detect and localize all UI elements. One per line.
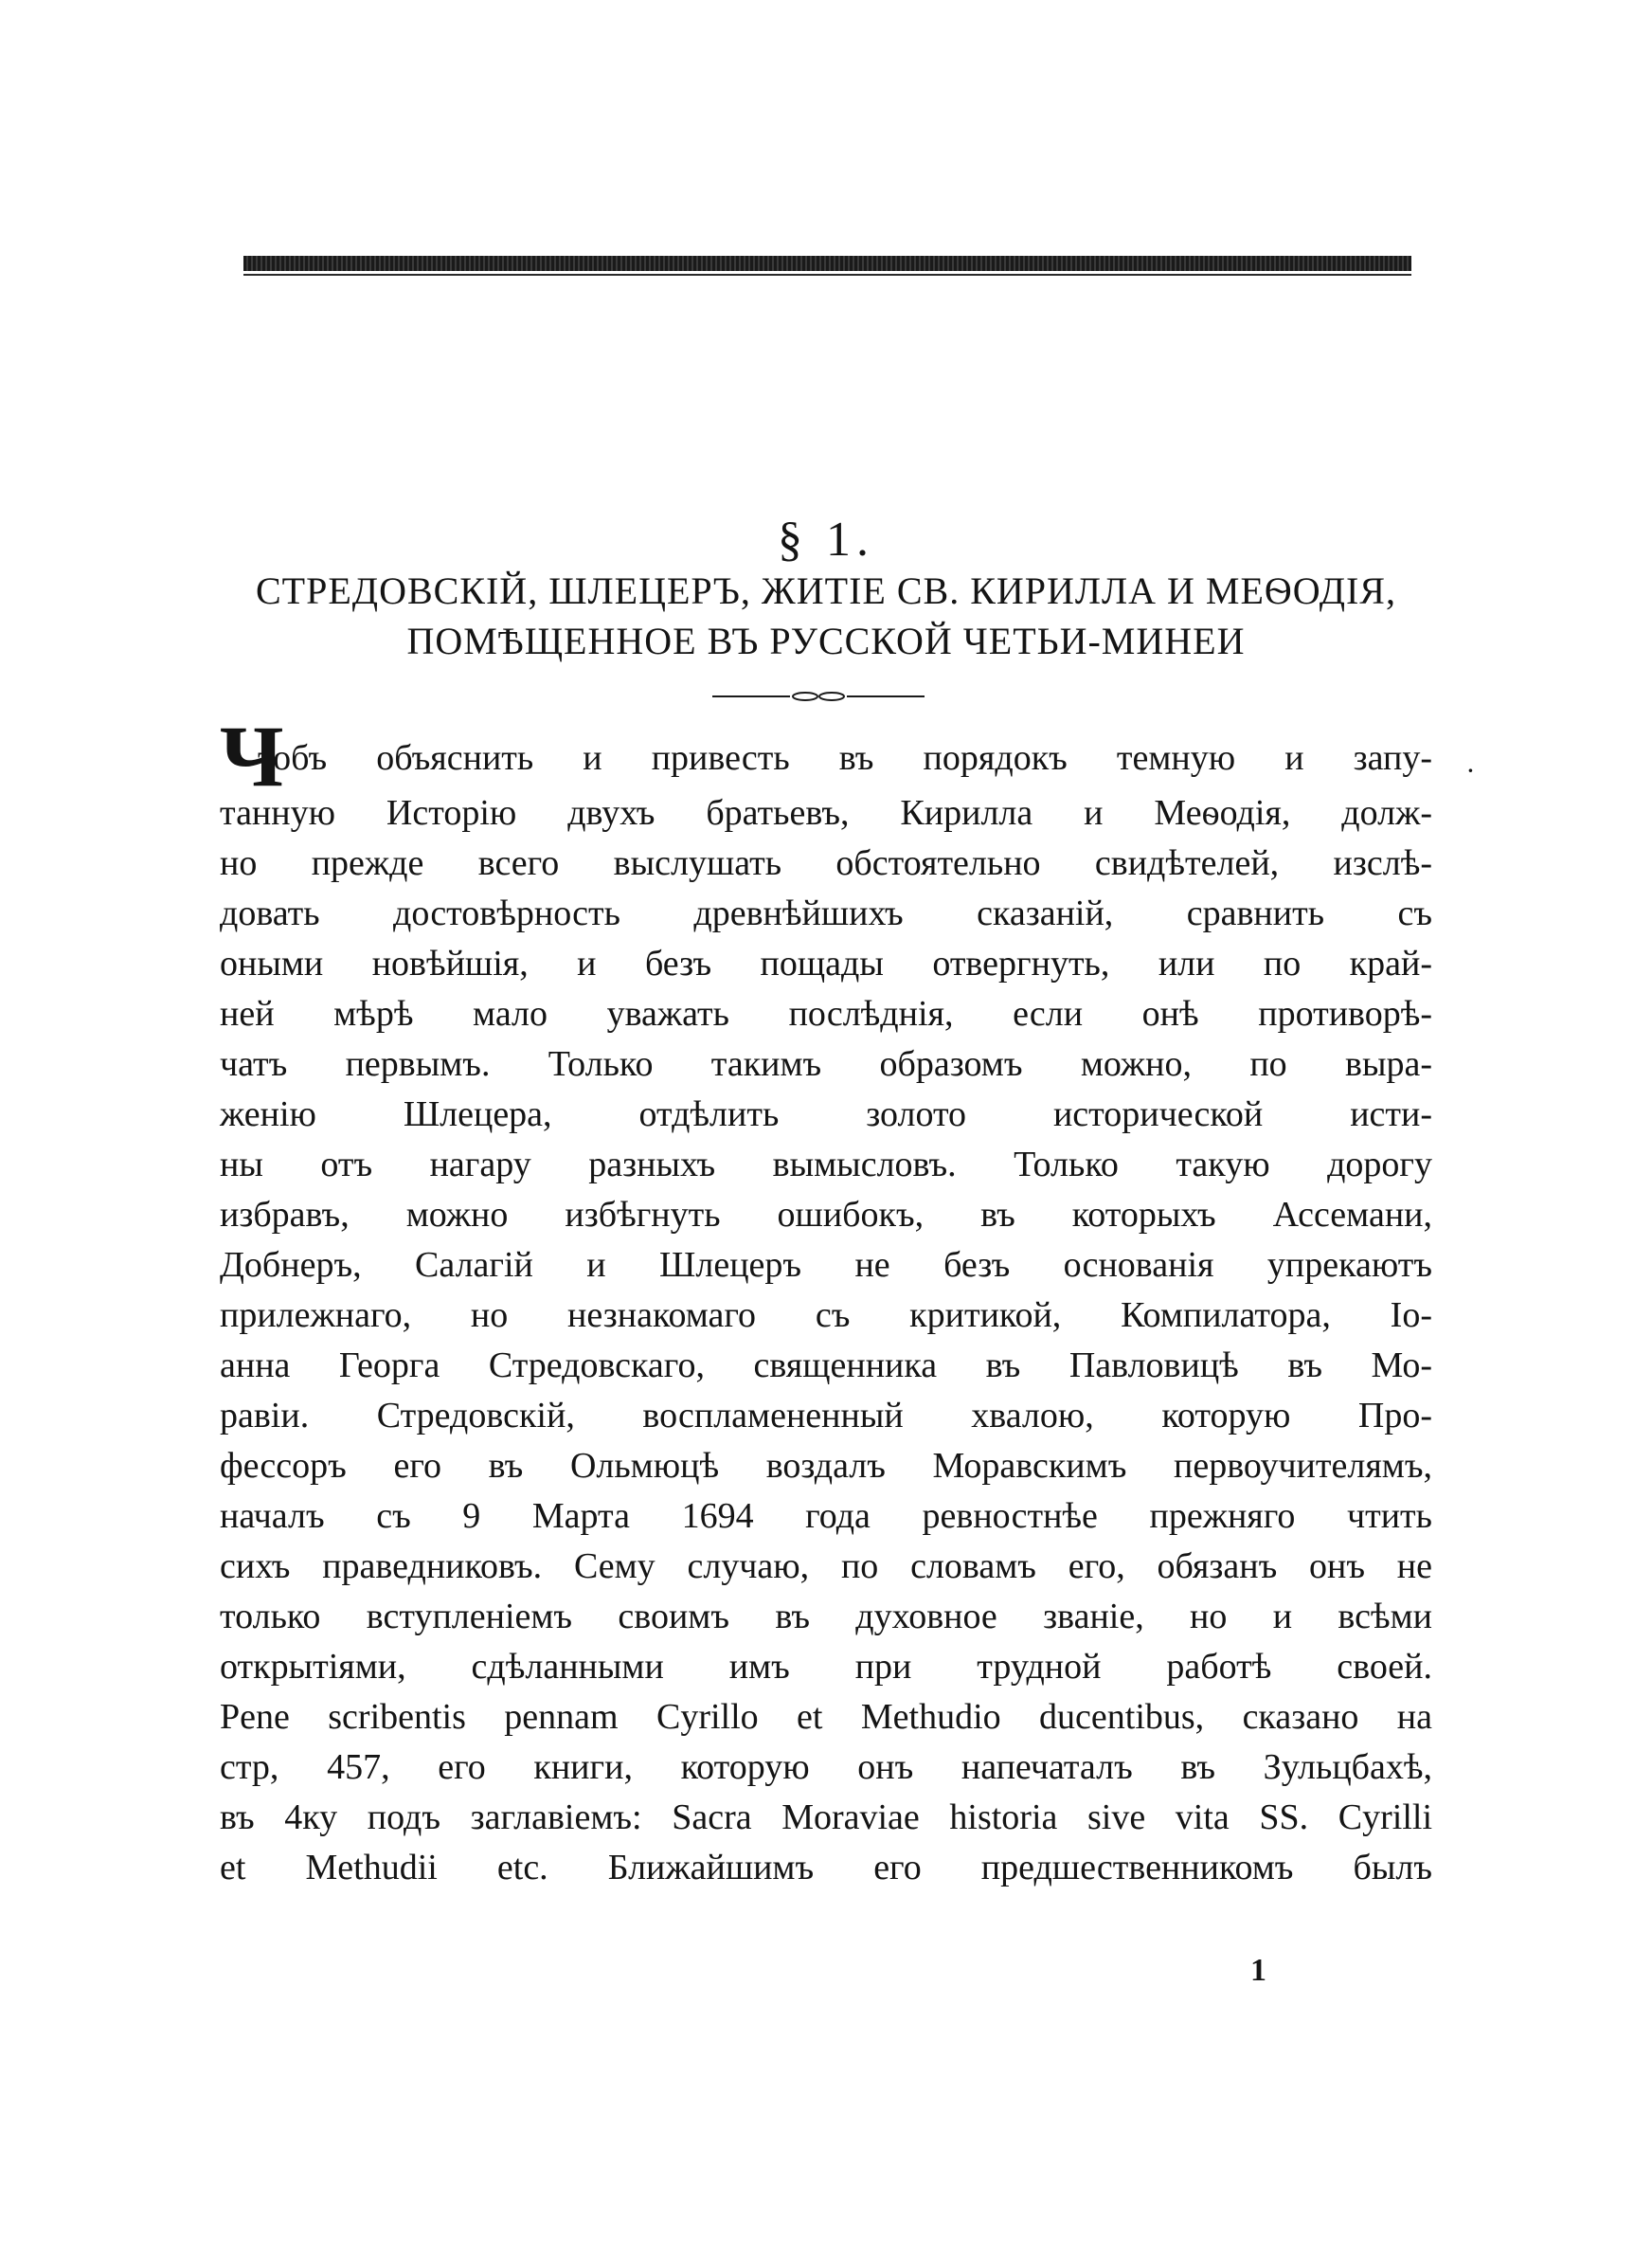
page-number: 1 — [1250, 1953, 1266, 1988]
section-mark: § 1. — [778, 513, 874, 567]
body-line: довать достовѣрность древнѣйшихъ сказаній, сравнить съ — [220, 894, 1432, 933]
body-line: сихъ праведниковъ. Сему случаю, по словамъ его, обязанъ онъ не — [220, 1546, 1432, 1586]
body-line: Pene scribentis pennam Cyrillo et Methudio ducentibus, сказано на — [220, 1697, 1432, 1737]
body-line: открытіями, сдѣланными имъ при трудной работѣ своей. — [220, 1647, 1432, 1687]
body-line: анна Георга Стредовскаго, священника въ Павловицѣ въ Мо- — [220, 1345, 1432, 1385]
body-line: et Methudii etc. Ближайшимъ его предшественникомъ былъ — [220, 1848, 1432, 1887]
margin-mark: · — [1466, 755, 1475, 786]
body-line: ны отъ нагару разныхъ вымысловъ. Только такую дорогу — [220, 1145, 1432, 1184]
body-line: стр, 457, его книги, которую онъ напечаталъ въ Зульцбахѣ, — [220, 1747, 1432, 1787]
drop-cap: Ч — [220, 708, 284, 804]
body-line: въ 4ку подъ заглавіемъ: Sacra Moraviae historia sive vita SS. Cyrilli — [220, 1797, 1432, 1837]
body-line: танную Исторію двухъ братьевъ, Кирилла и Меѳодія, долж- — [220, 793, 1432, 833]
body-line: фессоръ его въ Ольмюцѣ воздалъ Моравскимъ первоучителямъ, — [220, 1446, 1432, 1486]
body-line: тобъ объяснить и привесть въ порядокъ темную и запу- — [258, 738, 1432, 778]
chapter-title-line-2: ПОМѢЩЕННОЕ ВЪ РУССКОЙ ЧЕТЬИ-МИНЕИ — [406, 620, 1246, 662]
body-line: равіи. Стредовскій, воспламененный хвалою, которую Про- — [220, 1396, 1432, 1435]
body-line: началъ съ 9 Марта 1694 года ревностнѣе прежняго чтить — [220, 1496, 1432, 1536]
body-line: избравъ, можно избѣгнуть ошибокъ, въ которыхъ Ассемани, — [220, 1195, 1432, 1235]
body-line: чатъ первымъ. Только такимъ образомъ можно, по выра- — [220, 1044, 1432, 1084]
body-line: женію Шлецера, отдѣлить золото исторической исти- — [220, 1094, 1432, 1134]
body-line: Добнеръ, Салагій и Шлецеръ не безъ основанія упрекаютъ — [220, 1245, 1432, 1285]
header-rule — [243, 256, 1411, 271]
body-text — [220, 728, 1432, 1893]
body-line: оными новѣйшія, и безъ пощады отвергнуть, или по край- — [220, 944, 1432, 984]
title-ornament — [712, 689, 925, 704]
body-line: прилежнаго, но незнакомаго съ критикой, Компилатора, Іо- — [220, 1295, 1432, 1335]
body-line: только вступленіемъ своимъ въ духовное званіе, но и всѣми — [220, 1597, 1432, 1636]
header-rule-thin — [243, 274, 1411, 276]
body-line: ней мѣрѣ мало уважать послѣднія, если онѣ противорѣ- — [220, 994, 1432, 1034]
body-line: но прежде всего выслушать обстоятельно свидѣтелей, изслѣ- — [220, 843, 1432, 883]
chapter-title-line-1: СТРЕДОВСКІЙ, ШЛЕЦЕРЪ, ЖИТІЕ СВ. КИРИЛЛА И МЕѲОДІЯ, — [255, 569, 1396, 612]
